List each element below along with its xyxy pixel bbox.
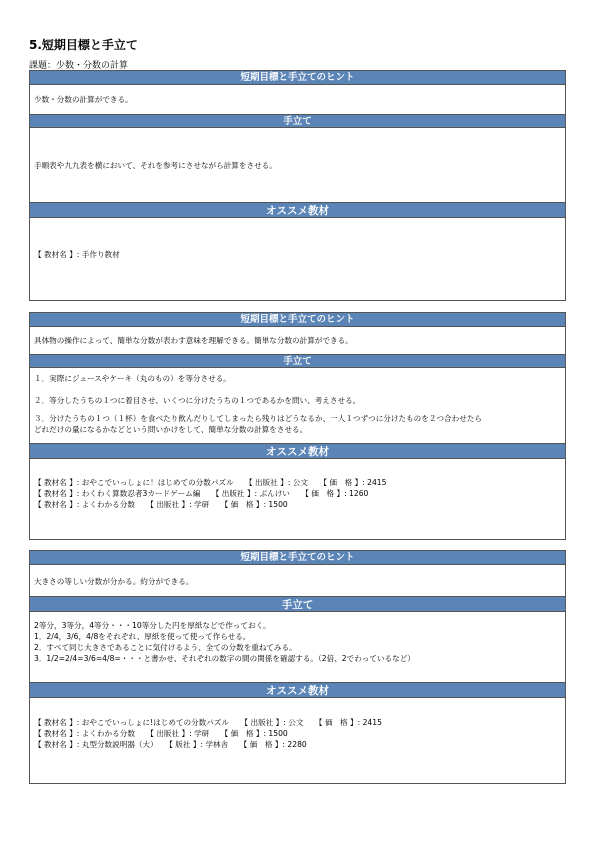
goal-card-2 bbox=[29, 312, 566, 540]
materials-header: オススメ教材 bbox=[30, 443, 565, 459]
method-header: 手立て bbox=[30, 114, 565, 128]
hint-text: 大きさの等しい分数が分かる。約分ができる。 bbox=[34, 577, 194, 586]
materials-header: オススメ教材 bbox=[30, 202, 565, 218]
method-section bbox=[30, 612, 565, 682]
method-line: どれだけの量になるかなどという問いかけをして、簡単な分数の計算をさせる。 bbox=[34, 425, 308, 434]
material-line: 【 教材名 】: 手作り教材 bbox=[34, 250, 120, 259]
material-line: 【 教材名 】: おやこでいっしょに！はじめての分数パズル 【 出版社 】: 公文 【 価 格 】: 2415 bbox=[34, 478, 387, 487]
method-section bbox=[30, 128, 565, 202]
method-line: 手順表や九九表を横において、それを参考にさせながら計算をさせる。 bbox=[34, 161, 277, 170]
hint-section bbox=[30, 85, 565, 114]
materials-section bbox=[30, 459, 565, 510]
goal-card-1 bbox=[29, 70, 566, 301]
materials-section bbox=[30, 698, 565, 750]
subject-label: 課題：少数・分数の計算 bbox=[29, 61, 129, 71]
hint-header: 短期目標と手立てのヒント bbox=[30, 313, 565, 327]
hint-header: 短期目標と手立てのヒント bbox=[30, 71, 565, 85]
material-line: 【 教材名 】: よくわかる分数 【 出版社 】: 学研 【 価 格 】: 1500 bbox=[34, 729, 288, 738]
hint-text: 少数・分数の計算ができる。 bbox=[34, 95, 133, 104]
method-header: 手立て bbox=[30, 596, 565, 612]
hint-text: 具体物の操作によって、簡単な分数が表わす意味を理解できる。簡単な分数の計算ができる。 bbox=[34, 336, 353, 345]
method-line: ２．等分したうちの１つに着目させ、いくつに分けたうちの１つであるかを問い、考えさせる。 bbox=[34, 396, 361, 405]
page-title: 5.短期目標と手立て bbox=[29, 38, 138, 52]
method-line: ３．分けたうちの１つ（１杯）を食べたり飲んだりしてしまったら残りはどうなるか、一人１つずつに分けたものを２つ合わせたら bbox=[34, 414, 483, 423]
hint-section bbox=[30, 565, 565, 596]
method-line: 2．すべて同じ大きさであることに気付けるよう、全ての分数を重ねてみる。 bbox=[34, 643, 297, 652]
goal-card-3 bbox=[29, 550, 566, 784]
method-line: １．実際にジュースやケーキ（丸のもの）を等分させる。 bbox=[34, 374, 231, 383]
material-line: 【 教材名 】: わくわく算数忍者3カードゲーム編 【 出版社 】: ぶんけい 【 価 格 】: 1260 bbox=[34, 489, 369, 498]
material-line: 【 教材名 】: よくわかる分数 【 出版社 】: 学研 【 価 格 】: 1500 bbox=[34, 500, 288, 509]
hint-header: 短期目標と手立てのヒント bbox=[30, 551, 565, 565]
hint-section bbox=[30, 327, 565, 354]
method-line: 2等分，3等分，4等分・・・10等分した円を厚紙などで作っておく。 bbox=[34, 621, 271, 630]
materials-section bbox=[30, 218, 565, 260]
method-section bbox=[30, 368, 565, 443]
material-line: 【 教材名 】: おやこでいっしょに!はじめての分数パズル 【 出版社 】: 公文 【 価 格 】: 2415 bbox=[34, 718, 382, 727]
material-line: 【 教材名 】: 丸型分数説明器（大） 【 版社 】: 学林舎 【 価 格 】: 2280 bbox=[34, 740, 307, 749]
materials-header: オススメ教材 bbox=[30, 682, 565, 698]
method-line: 1．2/4，3/6，4/8をそれぞれ、厚紙を使って使って作らせる。 bbox=[34, 632, 251, 641]
method-header: 手立て bbox=[30, 354, 565, 368]
method-line: 3．1/2=2/4=3/6=4/8=・・・と書かせ、それぞれの数字の間の関係を確認する。（2倍、2でわっているなど） bbox=[34, 654, 415, 663]
